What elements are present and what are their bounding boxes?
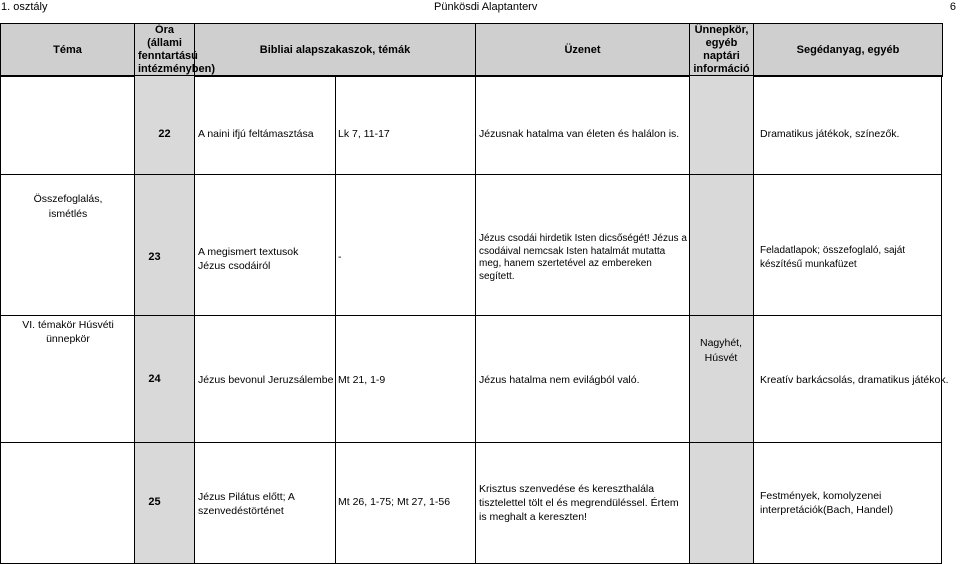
bible-reference: - [338,251,342,263]
section-title: VI. témakör Húsvéti ünnepkör [22,319,114,345]
col-unnepkor: Ünnepkör, egyéb naptári információ [690,24,754,77]
message: Krisztus szenvedése és kereszthalála tisztelettel tölt el és megrendüléssel. Értem is meghalt a kereszten! [479,483,679,523]
header-title: Pünkösdi Alaptanterv [434,1,538,13]
message: Jézus hatalma nem evilágból való. [479,374,640,386]
lesson-number: 25 [148,496,161,508]
bible-reference: Mt 21, 1-9 [338,374,386,386]
col-tema: Téma [1,24,135,77]
lesson-title: A naini ifjú feltámasztása [198,128,314,140]
lesson-title: A megismert textusok Jézus csodáiról [198,246,299,272]
bible-reference: Mt 26, 1-75; Mt 27, 1-56 [338,496,451,508]
header-class: 1. osztály [1,1,48,13]
lesson-title: Jézus bevonul Jeruzsálembe [198,374,334,386]
col-segedanyag: Segédanyag, egyéb [754,24,943,77]
festival-info: Nagyhét, Húsvét [699,337,743,364]
resources: Kreatív barkácsolás, dramatikus játékok. [760,374,949,386]
lesson-number: 24 [148,373,161,385]
section-title: Összefoglalás, ismétlés [33,193,103,220]
bible-reference: Lk 7, 11-17 [338,128,390,140]
message: Jézusnak hatalma van életen és halálon is. [479,128,680,140]
col-uzenet: Üzenet [476,24,690,77]
col-biblia: Bibliai alapszakaszok, témák [195,24,476,77]
lesson-number: 22 [158,128,171,140]
resources: Feladatlapok; összefoglaló, saját készítésű munkafüzet [760,245,906,270]
header-page-number: 6 [949,1,956,13]
lesson-number: 23 [148,251,161,263]
resources: Festmények, komolyzenei interpretációk(Bach, Handel) [760,490,894,516]
message: Jézus csodái hirdetik Isten dicsőségét! Jézus a csodáival nemcsak Isten hatalmát mutatta meg, hanem szertetével az embereken segített. [479,233,687,282]
resources: Dramatikus játékok, színezők. [760,128,900,140]
col-ora: Óra (állami fenntartású intézményben) [135,24,195,77]
lesson-title: Jézus Pilátus előtt; A szenvedéstörténet [198,491,295,517]
